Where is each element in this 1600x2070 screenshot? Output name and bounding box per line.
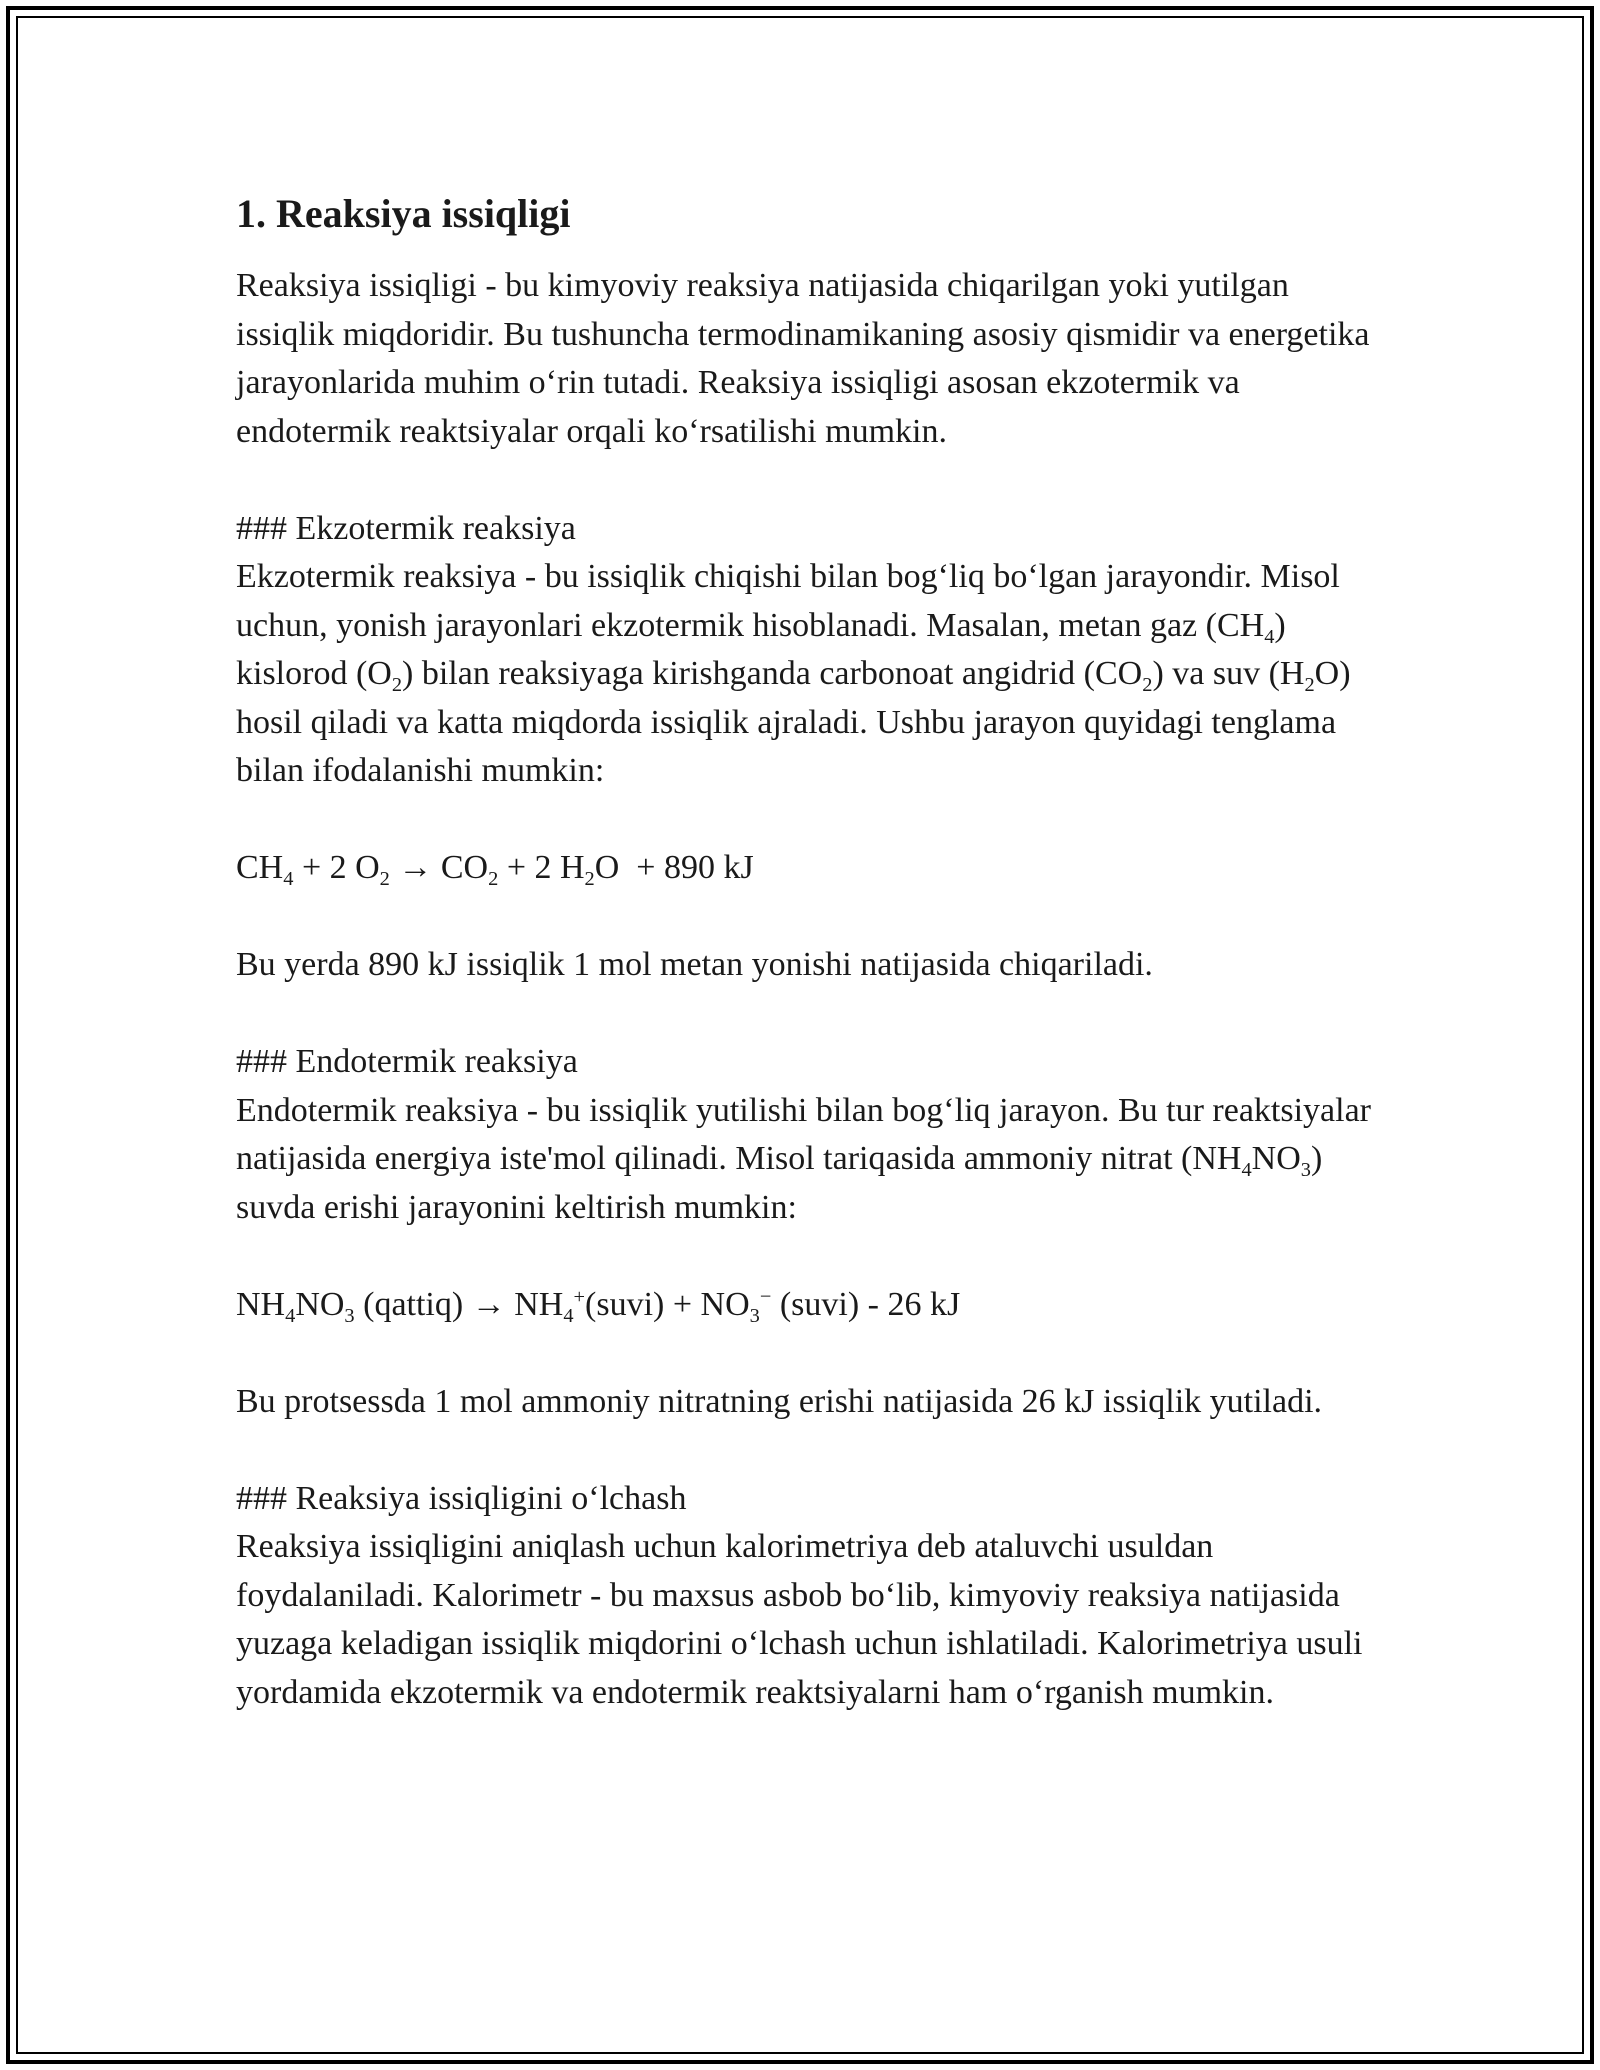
exothermic-note: Bu yerda 890 kJ issiqlik 1 mol metan yonishi natijasida chiqariladi.: [236, 946, 1153, 983]
exothermic-title: ### Ekzotermik reaksiya: [236, 509, 576, 547]
exothermic-equation: $CH_4 + 2$ $O_2 \to CO_2 + 2$ $H_2O + 890$ kJ: [236, 849, 754, 891]
endothermic-paragraph: Endotermik reaksiya - bu issiqlik yutilishi bilan bog‘liq jarayon. Bu tur reaktsiyalar natijasida energiya iste'mol qilinadi. Misol tariqasida ammoniy nitrat $(NH_4NO_3)$ suvda erishi jarayonini keltirish mumkin:: [236, 1091, 1371, 1226]
endothermic-title: ### Endotermik reaksiya: [236, 1043, 578, 1080]
document-body: [236, 186, 1376, 1717]
exothermic-paragraph: Ekzotermik reaksiya - bu issiqlik chiqishi bilan bog‘liq bo‘lgan jarayondir. Misol uchun, yonish jarayonlari ekzotermik hisoblanadi. Masalan, metan gaz $(CH_4)$ kislorod $(O_2)$ bilan reaksiyaga kirishganda carbonoat angidrid $(CO_2)$ va suv $(H_2O)$ hosil qiladi va katta miqdorda issiqlik ajraladi. Ushbu jarayon quyidagi tenglama bilan ifodalanishi mumkin:: [236, 558, 1351, 789]
section-heading: 1. Reaksiya issiqligi: [236, 191, 571, 236]
measurement-title: ### Reaksiya issiqligini o‘lchash: [236, 1479, 687, 1517]
endothermic-equation: $NH_4NO_3$ (qattiq) → $NH_4^+(suvi) + NO_3^-$ (suvi) - 26 kJ: [236, 1285, 961, 1327]
endothermic-note: Bu protsessda 1 mol ammoniy nitratning erishi natijasida 26 kJ issiqlik yutiladi.: [236, 1382, 1323, 1420]
measurement-paragraph: Reaksiya issiqligini aniqlash uchun kalorimetriya deb ataluvchi usuldan foydalaniladi. Kalorimetr - bu maxsus asbob bo‘lib, kimyoviy reaksiya natijasida yuzaga keladigan issiqlik miqdorini o‘lchash uchun ishlatiladi. Kalorimetriya usuli yordamida ekzotermik va endotermik reaktsiyalarni ham o‘rganish mumkin.: [236, 1528, 1363, 1711]
intro-paragraph: Reaksiya issiqligi - bu kimyoviy reaksiya natijasida chiqarilgan yoki yutilgan issiqlik miqdoridir. Bu tushuncha termodinamikaning asosiy qismidir va energetika jarayonlarida muhim o‘rin tutadi. Reaksiya issiqligi asosan ekzotermik va endotermik reaktsiyalar orqali ko‘rsatilishi mumkin.: [236, 267, 1370, 450]
